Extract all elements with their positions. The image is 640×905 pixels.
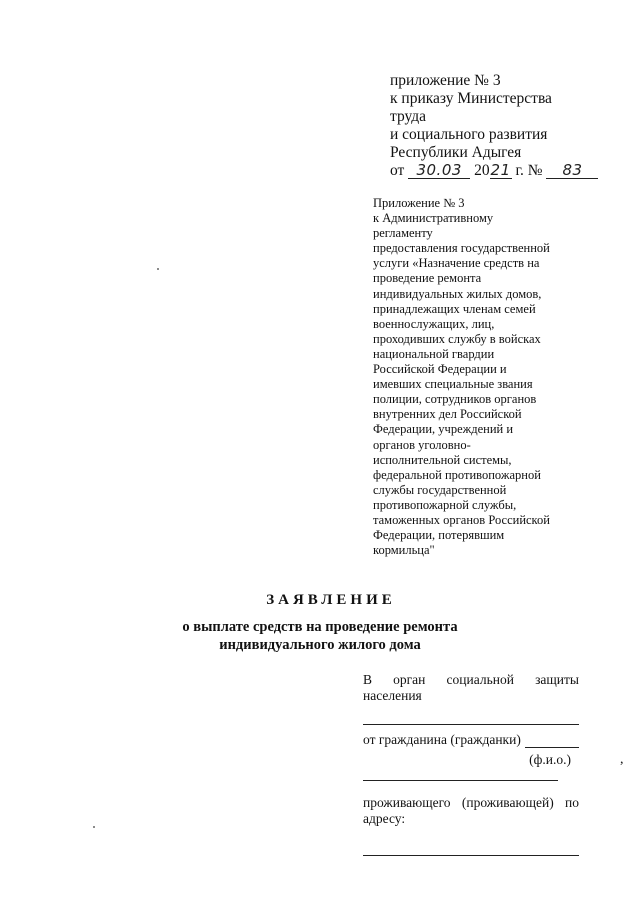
word: защиты: [535, 672, 579, 687]
order-date-line: [390, 162, 610, 180]
regulation-line: внутренних дел Российской: [373, 407, 522, 422]
regulation-line: Российской Федерации и: [373, 362, 507, 377]
recipient-block: [363, 672, 579, 856]
regulation-line: принадлежащих членам семей: [373, 301, 536, 316]
stray-comma: ,: [620, 752, 624, 767]
applicant-name-blank: [525, 735, 579, 748]
appendix-line: Республики Адыгея: [390, 144, 522, 161]
residing-line-2: адресу:: [363, 811, 406, 826]
handwritten-order-number: 83: [546, 162, 598, 179]
regulation-line: полиции, сотрудников органов: [373, 392, 537, 407]
regulation-appendix-block: [373, 196, 583, 558]
residing-line: [363, 795, 579, 811]
subtitle-line: о выплате средств на проведение ремонта: [182, 619, 458, 635]
regulation-line: исполнительной системы,: [373, 452, 512, 467]
regulation-line: проходивших службу в войсках: [373, 331, 541, 346]
regulation-line: к Административному: [373, 211, 494, 226]
fio-caption: (ф.и.о.): [529, 752, 571, 767]
appendix-line: и социального развития: [390, 126, 548, 143]
regulation-line: предоставления государственной: [373, 241, 550, 256]
title-subtitle: [0, 618, 640, 654]
word: по: [565, 795, 579, 810]
address-blank-line: [363, 855, 579, 856]
regulation-line: службы государственной: [373, 482, 507, 497]
regulation-line: Федерации, потерявшим: [373, 528, 505, 543]
blank-line: [363, 724, 579, 725]
recipient-line: [363, 672, 579, 688]
word: орган: [393, 672, 426, 687]
year-suffix: г. №: [515, 162, 543, 179]
appendix-line: труда: [390, 108, 427, 125]
scan-speck: [157, 268, 159, 270]
scan-speck: [93, 826, 95, 828]
year-prefix: 20: [474, 162, 490, 179]
appendix-line: к приказу Министерства: [390, 90, 552, 107]
handwritten-date: 30.03: [408, 162, 470, 179]
title-heading: ЗАЯВЛЕНИЕ: [266, 592, 396, 608]
regulation-line: федеральной противопожарной: [373, 467, 541, 482]
regulation-line: имевших специальные звания: [373, 377, 533, 392]
word: социальной: [446, 672, 514, 687]
handwritten-year: 21: [490, 161, 511, 179]
regulation-line: национальной гвардии: [373, 346, 495, 361]
document-title: [0, 592, 640, 654]
appendix-line: приложение № 3: [390, 72, 501, 89]
regulation-line: проведение ремонта: [373, 271, 482, 286]
from-label: от гражданина (гражданки): [363, 732, 521, 747]
regulation-line: военнослужащих, лиц,: [373, 316, 495, 331]
blank-line: [363, 780, 558, 781]
regulation-line: кормильца": [373, 543, 435, 558]
order-appendix-block: [390, 72, 610, 180]
regulation-line: органов уголовно-: [373, 437, 471, 452]
word: В: [363, 672, 373, 687]
regulation-line: противопожарной службы,: [373, 497, 517, 512]
word: проживающего: [363, 795, 451, 810]
recipient-line-2: населения: [363, 688, 422, 703]
regulation-line: индивидуальных жилых домов,: [373, 286, 542, 301]
date-prefix: от: [390, 162, 405, 179]
regulation-line: Приложение № 3: [373, 196, 465, 210]
word: (проживающей): [461, 795, 554, 810]
regulation-line: регламенту: [373, 226, 433, 241]
from-line: [363, 732, 579, 748]
regulation-line: Федерации, учреждений и: [373, 422, 514, 437]
regulation-line: услуги «Назначение средств на: [373, 256, 540, 271]
subtitle-line: индивидуального жилого дома: [219, 637, 421, 653]
regulation-line: таможенных органов Российской: [373, 512, 550, 527]
